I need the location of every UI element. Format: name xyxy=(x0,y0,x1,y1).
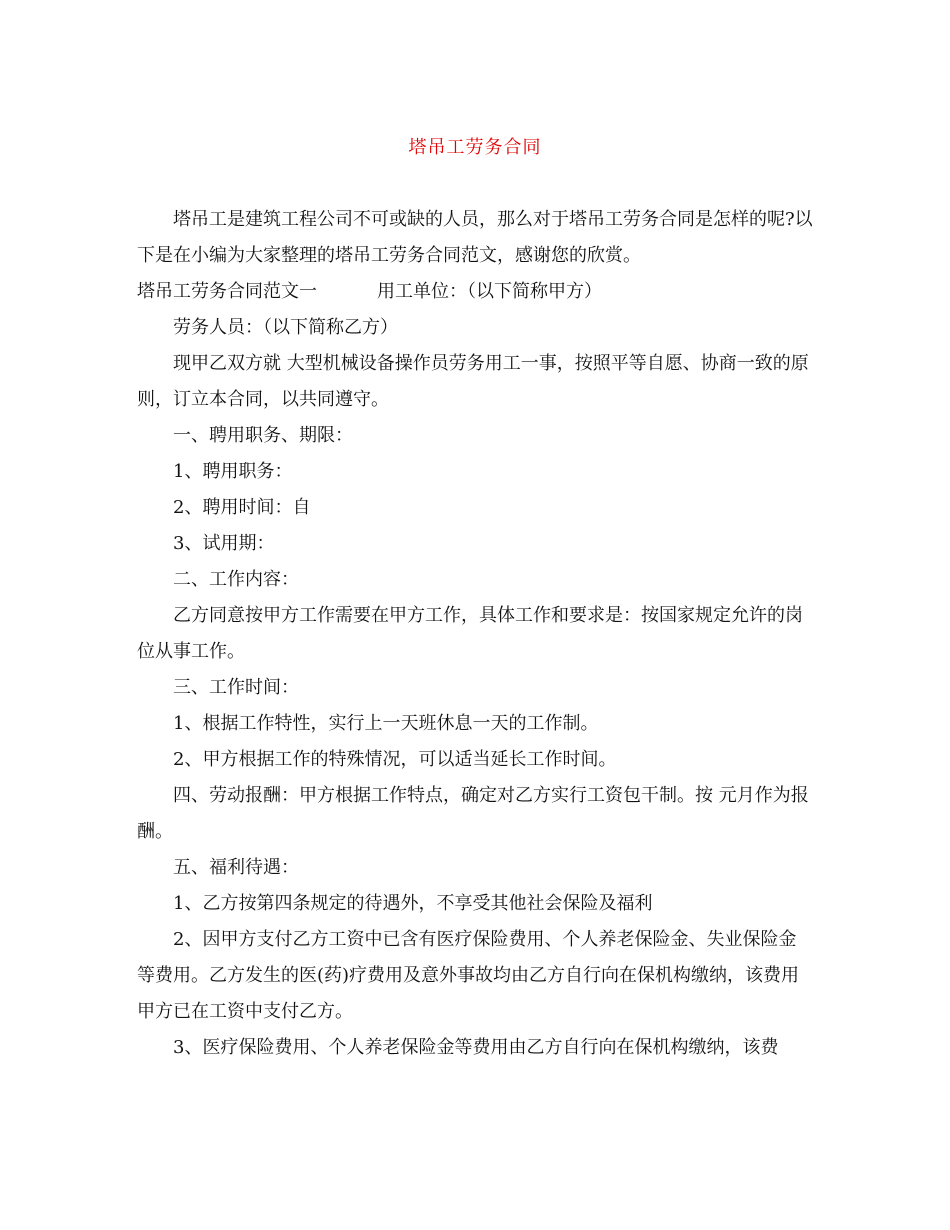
section-heading-1: 一、聘用职务、期限： xyxy=(173,425,353,446)
paragraph-item: 1、乙方按第四条规定的待遇外，不享受其他社会保险及福利 xyxy=(173,893,653,914)
paragraph-work-content: 乙方同意按甲方工作需要在甲方工作，具体工作和要求是：按国家规定允许的岗位从事工作。 xyxy=(137,605,803,662)
paragraph-item: 1、聘用职务： xyxy=(173,461,293,482)
paragraph-item: 2、甲方根据工作的特殊情况，可以适当延长工作时间。 xyxy=(173,749,617,770)
section-heading-2: 二、工作内容： xyxy=(173,569,299,590)
section-heading-3: 三、工作时间： xyxy=(173,677,299,698)
paragraph-item: 2、因甲方支付乙方工资中已含有医疗保险费用、个人养老保险金、失业保险金等费用。乙方发生的医(药)疗费用及意外事故均由乙方自行向在保机构缴纳，该费用甲方已在工资中支付乙方。 xyxy=(137,929,800,1022)
paragraph-intro: 塔吊工是建筑工程公司不可或缺的人员，那么对于塔吊工劳务合同是怎样的呢?以下是在小编为大家整理的塔吊工劳务合同范文，感谢您的欣赏。 xyxy=(137,209,813,266)
paragraph-item: 2、聘用时间：自 xyxy=(173,497,311,518)
contract-sample-title: 塔吊工劳务合同范文一 xyxy=(137,281,317,302)
paragraph-item: 3、医疗保险费用、个人养老保险金等费用由乙方自行向在保机构缴纳，该费 xyxy=(173,1037,779,1058)
employer-label: 用工单位：（以下简称甲方） xyxy=(377,281,602,302)
document-body xyxy=(137,202,813,1066)
document-title: 塔吊工劳务合同 xyxy=(408,137,542,158)
paragraph-worker: 劳务人员：（以下简称乙方） xyxy=(173,317,398,338)
paragraph-contract-heading-line xyxy=(137,274,813,310)
paragraph-agreement: 现甲乙双方就 大型机械设备操作员劳务用工一事，按照平等自愿、协商一致的原则，订立本合同，以共同遵守。 xyxy=(137,353,809,410)
section-heading-4: 四、劳动报酬：甲方根据工作特点，确定对乙方实行工资包干制。按 元月作为报酬。 xyxy=(137,785,809,842)
paragraph-item: 3、试用期： xyxy=(173,533,275,554)
paragraph-item: 1、根据工作特性，实行上一天班休息一天的工作制。 xyxy=(173,713,599,734)
section-heading-5: 五、福利待遇： xyxy=(173,857,299,878)
